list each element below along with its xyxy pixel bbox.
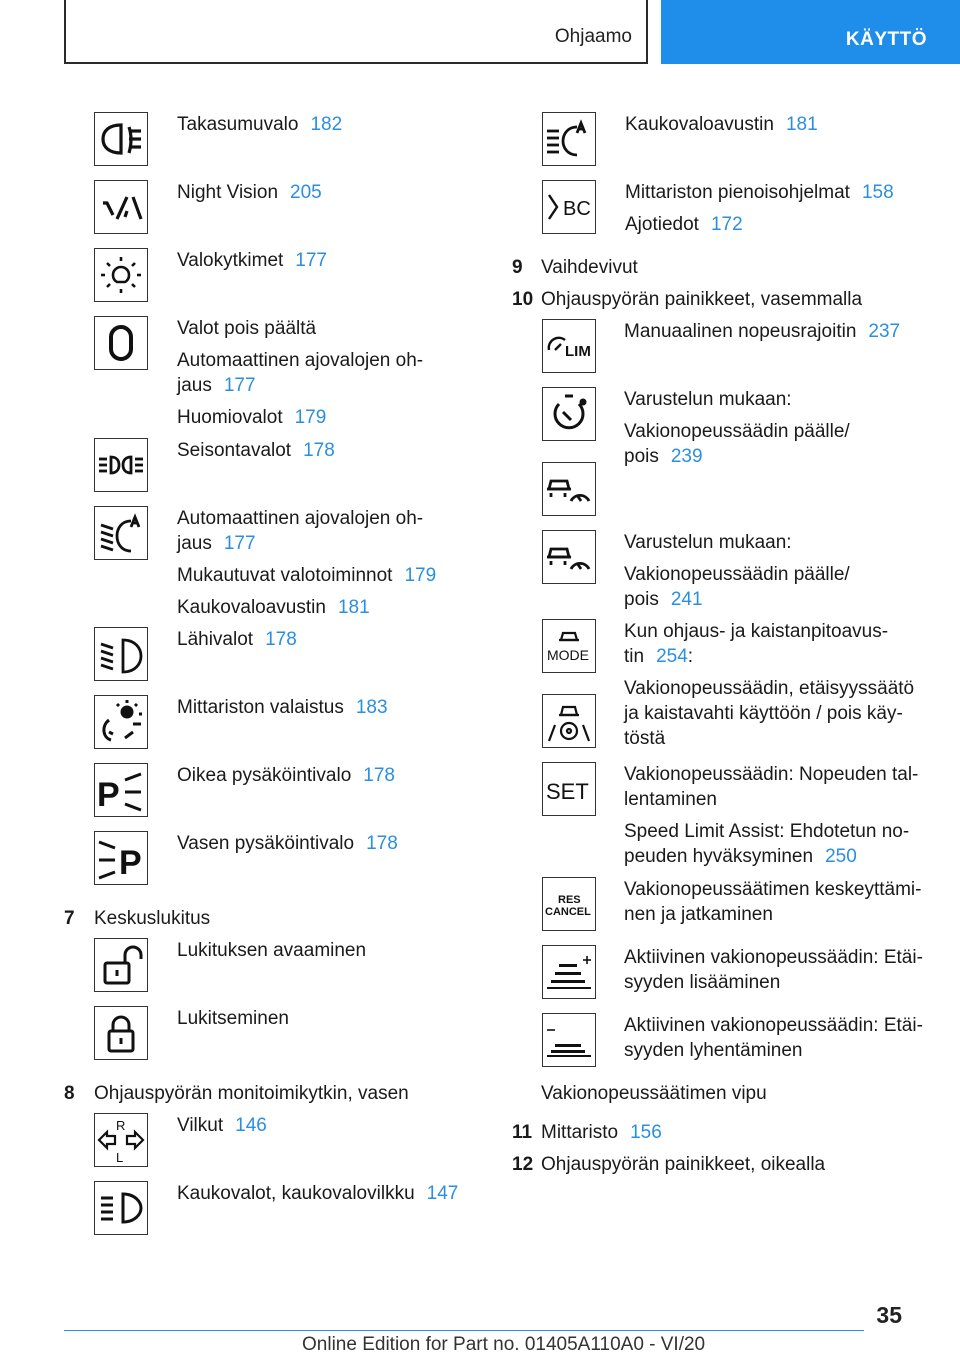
svg-text:L: L xyxy=(116,1150,124,1165)
item-number: 10 xyxy=(512,289,534,310)
svg-text:P: P xyxy=(119,844,142,882)
entry-text: Mukautuvat valotoiminnot 179 xyxy=(177,565,437,586)
page-reference[interactable]: 241 xyxy=(670,589,703,610)
lights-off-icon xyxy=(94,316,148,370)
entry-text: Vakionopeussäätimen keskeyttämi- xyxy=(624,879,922,900)
entry-text: ja kaistavahti käyttöön / pois käy- xyxy=(624,703,903,724)
page-reference[interactable]: 178 xyxy=(265,629,297,650)
entry-text: Automaattinen ajovalojen oh- xyxy=(177,508,424,529)
distance-increase-icon xyxy=(542,945,596,999)
svg-text:R: R xyxy=(116,1118,126,1133)
entry-text: Oikea pysäköintivalo 178 xyxy=(177,765,395,786)
entry-text: Aktiivinen vakionopeussäädin: Etäi- xyxy=(624,1015,923,1036)
entry-text: Vakionopeussäädin päälle/ xyxy=(624,421,850,442)
entry-text: Mittariston valaistus 183 xyxy=(177,697,388,718)
cruise-control-icon xyxy=(542,387,596,441)
page-reference[interactable]: 178 xyxy=(366,833,398,854)
item-number: 7 xyxy=(64,908,75,929)
item-title: Ohjauspyörän painikkeet, oikealla xyxy=(541,1154,826,1175)
item-title: Vaihdevivut xyxy=(541,257,638,278)
entry-text: Huomiovalot 179 xyxy=(177,407,327,428)
mode-button-icon xyxy=(542,619,596,673)
light-switch-icon xyxy=(94,248,148,302)
entry-text: Seisontavalot 178 xyxy=(177,440,335,461)
item-title: Ohjauspyörän painikkeet, vasemmalla xyxy=(541,289,863,310)
footer-divider xyxy=(64,1330,864,1331)
page-reference[interactable]: 250 xyxy=(825,846,857,867)
item-title: Keskuslukitus xyxy=(94,908,211,929)
low-beam-icon xyxy=(94,627,148,681)
page-reference[interactable]: 179 xyxy=(404,565,437,586)
item-number: 11 xyxy=(512,1122,533,1143)
page-reference[interactable]: 178 xyxy=(303,440,335,461)
entry-text: jaus 177 xyxy=(177,533,256,554)
entry-text: peuden hyväksyminen 250 xyxy=(624,846,857,867)
speed-limiter-icon xyxy=(542,319,596,373)
entry-text: Lukituksen avaaminen xyxy=(177,940,367,961)
entry-text: lentaminen xyxy=(624,789,717,810)
entry-text: Vilkut 146 xyxy=(177,1115,267,1136)
page-reference[interactable]: 181 xyxy=(337,597,370,618)
entry-text: Mittariston pienoisohjelmat 158 xyxy=(625,182,894,203)
lane-keeping-icon xyxy=(542,694,596,748)
svg-text:BC: BC xyxy=(563,198,591,220)
entry-text: Kun ohjaus- ja kaistanpitoavus- xyxy=(624,621,889,642)
entry-text: Vakionopeussäädin, etäisyyssäätö xyxy=(624,678,915,699)
night-vision-icon xyxy=(94,180,148,234)
entry-text: pois 241 xyxy=(624,589,703,610)
page-reference[interactable]: 178 xyxy=(363,765,395,786)
page-reference[interactable]: 177 xyxy=(223,533,256,554)
section-title: Ohjaamo xyxy=(554,26,632,47)
entry-text: Varustelun mukaan: xyxy=(624,532,792,553)
entry-text: Kaukovaloavustin 181 xyxy=(625,114,818,135)
res-cancel-button-icon xyxy=(542,877,596,931)
auto-headlight-icon xyxy=(94,506,148,560)
svg-text:CANCEL: CANCEL xyxy=(545,906,591,918)
entry-text: nen ja jatkaminen xyxy=(624,904,773,925)
svg-text:RES: RES xyxy=(558,894,581,906)
entry-text: jaus 177 xyxy=(177,375,256,396)
page-reference[interactable]: 183 xyxy=(355,697,388,718)
section-tab xyxy=(64,0,648,64)
right-parking-light-icon xyxy=(94,763,148,817)
distance-decrease-icon xyxy=(542,1013,596,1067)
entry-text: Valokytkimet 177 xyxy=(177,250,327,271)
instrument-lighting-icon xyxy=(94,695,148,749)
page-reference[interactable]: 179 xyxy=(294,407,327,428)
entry-footnote: Vakionopeussäätimen vipu xyxy=(541,1083,767,1104)
page-number: 35 xyxy=(876,1302,902,1328)
bc-button-icon xyxy=(542,180,596,234)
parking-lights-icon xyxy=(94,438,148,492)
item-number: 9 xyxy=(512,257,523,278)
page-reference[interactable]: 182 xyxy=(310,114,343,135)
page-reference[interactable]: 239 xyxy=(670,446,703,467)
item-number: 12 xyxy=(512,1154,534,1175)
page-reference[interactable]: 146 xyxy=(235,1115,267,1136)
entry-text: Takasumuvalo 182 xyxy=(177,114,343,135)
page-reference[interactable]: 177 xyxy=(295,250,327,271)
svg-text:MODE: MODE xyxy=(547,647,589,663)
rear-fog-light-icon xyxy=(94,112,148,166)
edition-text: Online Edition for Part no. 01405A110A0 - VI/20 xyxy=(302,1334,706,1355)
entry-text: Ajotiedot 172 xyxy=(625,214,743,235)
active-cruise-icon xyxy=(542,462,596,516)
page-reference[interactable]: 181 xyxy=(785,114,818,135)
entry-text: Vakionopeussäädin: Nopeuden tal- xyxy=(624,764,919,785)
entry-text: Vasen pysäköintivalo 178 xyxy=(177,833,398,854)
item-title: Ohjauspyörän monitoimikytkin, vasen xyxy=(94,1083,409,1104)
page-reference[interactable]: 158 xyxy=(861,182,894,203)
entry-text: syyden lyhentäminen xyxy=(624,1040,803,1061)
item-number: 8 xyxy=(64,1083,75,1104)
page-reference[interactable]: 205 xyxy=(290,182,322,203)
page-reference[interactable]: 254 xyxy=(656,646,688,667)
item-title: Mittaristo 156 xyxy=(541,1122,662,1143)
page-reference[interactable]: 177 xyxy=(223,375,256,396)
page-reference[interactable]: 156 xyxy=(630,1122,662,1143)
entry-text: Varustelun mukaan: xyxy=(624,389,792,410)
entry-text: Kaukovaloavustin 181 xyxy=(177,597,370,618)
entry-text: Vakionopeussäädin päälle/ xyxy=(624,564,850,585)
page-reference[interactable]: 147 xyxy=(426,1183,459,1204)
turn-signal-icon xyxy=(94,1113,148,1167)
chapter-tab xyxy=(661,0,960,64)
entry-text: Kaukovalot, kaukovalovilkku 147 xyxy=(177,1183,459,1204)
lock-icon xyxy=(94,1006,148,1060)
entry-text: pois 239 xyxy=(624,446,703,467)
entry-text: Night Vision 205 xyxy=(177,182,322,203)
entry-text: Lähivalot 178 xyxy=(177,629,297,650)
entry-text: tin 254: xyxy=(624,646,694,667)
entry-text: Speed Limit Assist: Ehdotetun no- xyxy=(624,821,910,842)
svg-text:LIM: LIM xyxy=(565,343,591,360)
page-header xyxy=(0,0,960,66)
high-beam-icon xyxy=(94,1181,148,1235)
svg-text:SET: SET xyxy=(546,779,589,804)
set-button-icon xyxy=(542,762,596,816)
entry-text: syyden lisääminen xyxy=(624,972,781,993)
page-reference[interactable]: 237 xyxy=(868,321,901,342)
entry-text: Lukitseminen xyxy=(177,1008,289,1029)
high-beam-assist-icon xyxy=(542,112,596,166)
entry-text: Automaattinen ajovalojen oh- xyxy=(177,350,424,371)
page-reference[interactable]: 172 xyxy=(710,214,743,235)
entry-text: Valot pois päältä xyxy=(177,318,317,339)
active-cruise-icon-2 xyxy=(542,530,596,584)
unlock-icon xyxy=(94,938,148,992)
entry-text: töstä xyxy=(624,728,666,749)
chapter-title: KÄYTTÖ xyxy=(845,29,927,50)
entry-text: Aktiivinen vakionopeussäädin: Etäi- xyxy=(624,947,923,968)
left-parking-light-icon xyxy=(94,831,148,885)
entry-text: Manuaalinen nopeusrajoitin 237 xyxy=(624,321,901,342)
svg-text:P: P xyxy=(97,776,120,814)
